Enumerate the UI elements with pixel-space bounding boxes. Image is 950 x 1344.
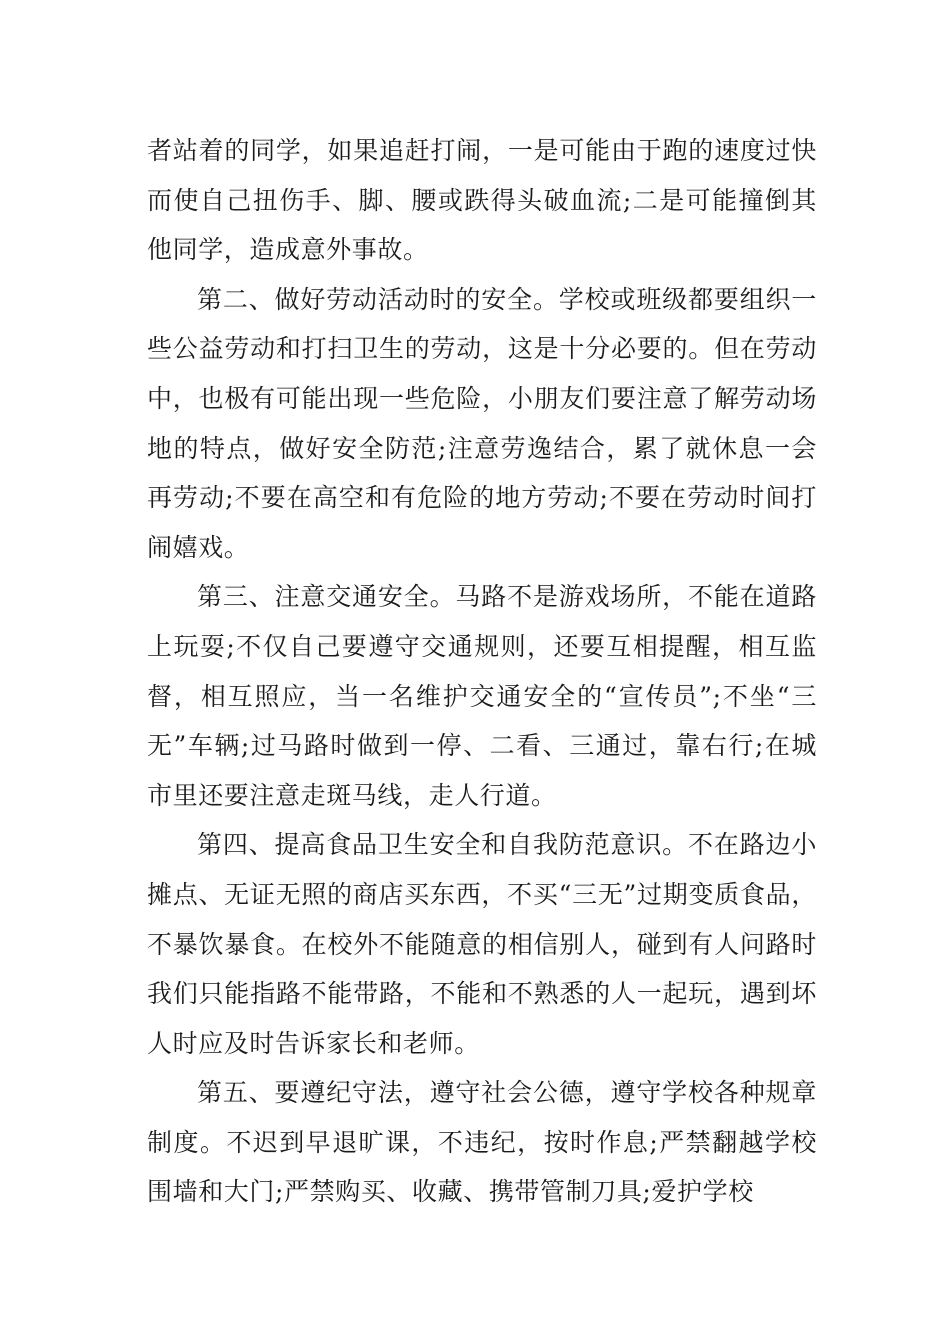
document-body: [147, 126, 817, 1217]
paragraph-discipline: 第五、要遵纪守法，遵守社会公德，遵守学校各种规章制度。不迟到早退旷课，不违纪，按时作息;严禁翻越学校围墙和大门;严禁购买、收藏、携带管制刀具;爱护学校: [147, 1078, 817, 1207]
paragraph-traffic-safety: 第三、注意交通安全。马路不是游戏场所，不能在道路上玩耍;不仅自己要遵守交通规则，还要互相提醒，相互监督，相互照应，当一名维护交通安全的“宣传员”;不坐“三无”车辆;过马路时做到一停、二看、三通过，靠右行;在城市里还要注意走斑马线，走人行道。: [147, 582, 817, 810]
paragraph-labor-safety: 第二、做好劳动活动时的安全。学校或班级都要组织一些公益劳动和打扫卫生的劳动，这是十分必要的。但在劳动中，也极有可能出现一些危险，小朋友们要注意了解劳动场地的特点，做好安全防范;注意劳逸结合，累了就休息一会再劳动;不要在高空和有危险的地方劳动;不要在劳动时间打闹嬉戏。: [147, 284, 817, 562]
paragraph-continuation: 者站着的同学，如果追赶打闹，一是可能由于跑的速度过快而使自己扭伤手、脚、腰或跌得头破血流;二是可能撞倒其他同学，造成意外事故。: [147, 136, 817, 265]
paragraph-food-safety: 第四、提高食品卫生安全和自我防范意识。不在路边小摊点、无证无照的商店买东西，不买“三无”过期变质食品，不暴饮暴食。在校外不能随意的相信别人，碰到有人问路时我们只能指路不能带路，不能和不熟悉的人一起玩，遇到坏人时应及时告诉家长和老师。: [147, 830, 817, 1058]
